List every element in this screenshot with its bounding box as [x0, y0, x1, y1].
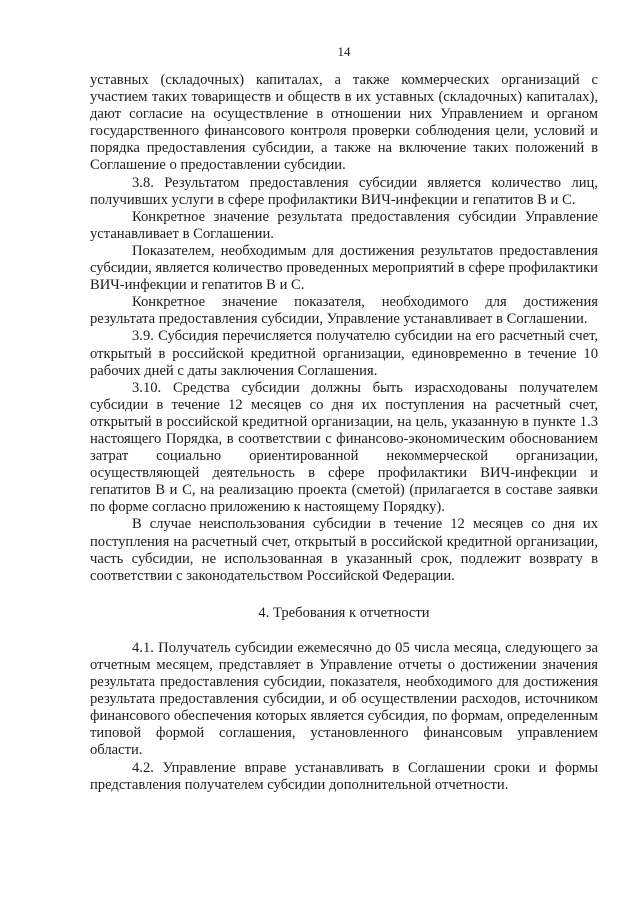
document-body [90, 72, 598, 794]
paragraph-4-1: 4.1. Получатель субсидии ежемесячно до 05 числа месяца, следующего за отчетным месяцем, представляет в Управление отчеты о достижении значения результата предоставления субсидии, показателя, необходимого для достижения результата предоставления субсидии, и об осуществлении расходов, источником финансового обеспечения которых является субсидия, по формам, определенным типовой формой соглашения, установленного финансовым управлением области. [90, 639, 598, 759]
paragraph-indicator-value: Конкретное значение показателя, необходимого для достижения результата предоставления субсидии, Управление устанавливает в Соглашении. [90, 294, 598, 328]
paragraph-4-2: 4.2. Управление вправе устанавливать в Соглашении сроки и формы представления получателем субсидии дополнительной отчетности. [90, 759, 598, 793]
paragraph-continuation: уставных (складочных) капиталах, а также коммерческих организаций с участием таких товариществ и обществ в их уставных (складочных) капиталах), дают согласие на осуществление в отношении них Управлением и органом государственного финансового контроля проверки соблюдения цели, условий и порядка предоставления субсидии, а также на включение таких положений в Соглашение о предоставлении субсидии. [90, 72, 598, 174]
paragraph-indicator: Показателем, необходимым для достижения результатов предоставления субсидии, является количество проведенных мероприятий в сфере профилактики ВИЧ-инфекции и гепатитов В и С. [90, 242, 598, 294]
paragraph-3-8: 3.8. Результатом предоставления субсидии является количество лиц, получивших услуги в сфере профилактики ВИЧ-инфекции и гепатитов В и С. [90, 174, 598, 208]
paragraph-3-10: 3.10. Средства субсидии должны быть израсходованы получателем субсидии в течение 12 месяцев со дня их поступления на расчетный счет, открытый в российской кредитной организации, на цель, указанную в пункте 1.3 настоящего Порядка, в соответствии с финансово-экономическим обоснованием затрат социально ориентированной некоммерческой организации, осуществляющей деятельность в сфере профилактики ВИЧ-инфекции и гепатитов В и С, на реализацию проекта (сметой) (прилагается в составе заявки по форме согласно приложению к настоящему Порядку). [90, 379, 598, 516]
paragraph-unused-subsidy: В случае неиспользования субсидии в течение 12 месяцев со дня их поступления на расчетный счет, открытый в российской кредитной организации, часть субсидии, не использованная в указанный срок, подлежит возврату в соответствии с законодательством Российской Федерации. [90, 516, 598, 584]
section-heading: 4. Требования к отчетности [258, 604, 430, 621]
paragraph-3-9: 3.9. Субсидия перечисляется получателю субсидии на его расчетный счет, открытый в российской кредитной организации, единовременно в течение 10 рабочих дней с даты заключения Соглашения. [90, 328, 598, 379]
page-number: 14 [337, 44, 351, 59]
paragraph-result-value: Конкретное значение результата предоставления субсидии Управление устанавливает в Соглашении. [90, 208, 598, 242]
